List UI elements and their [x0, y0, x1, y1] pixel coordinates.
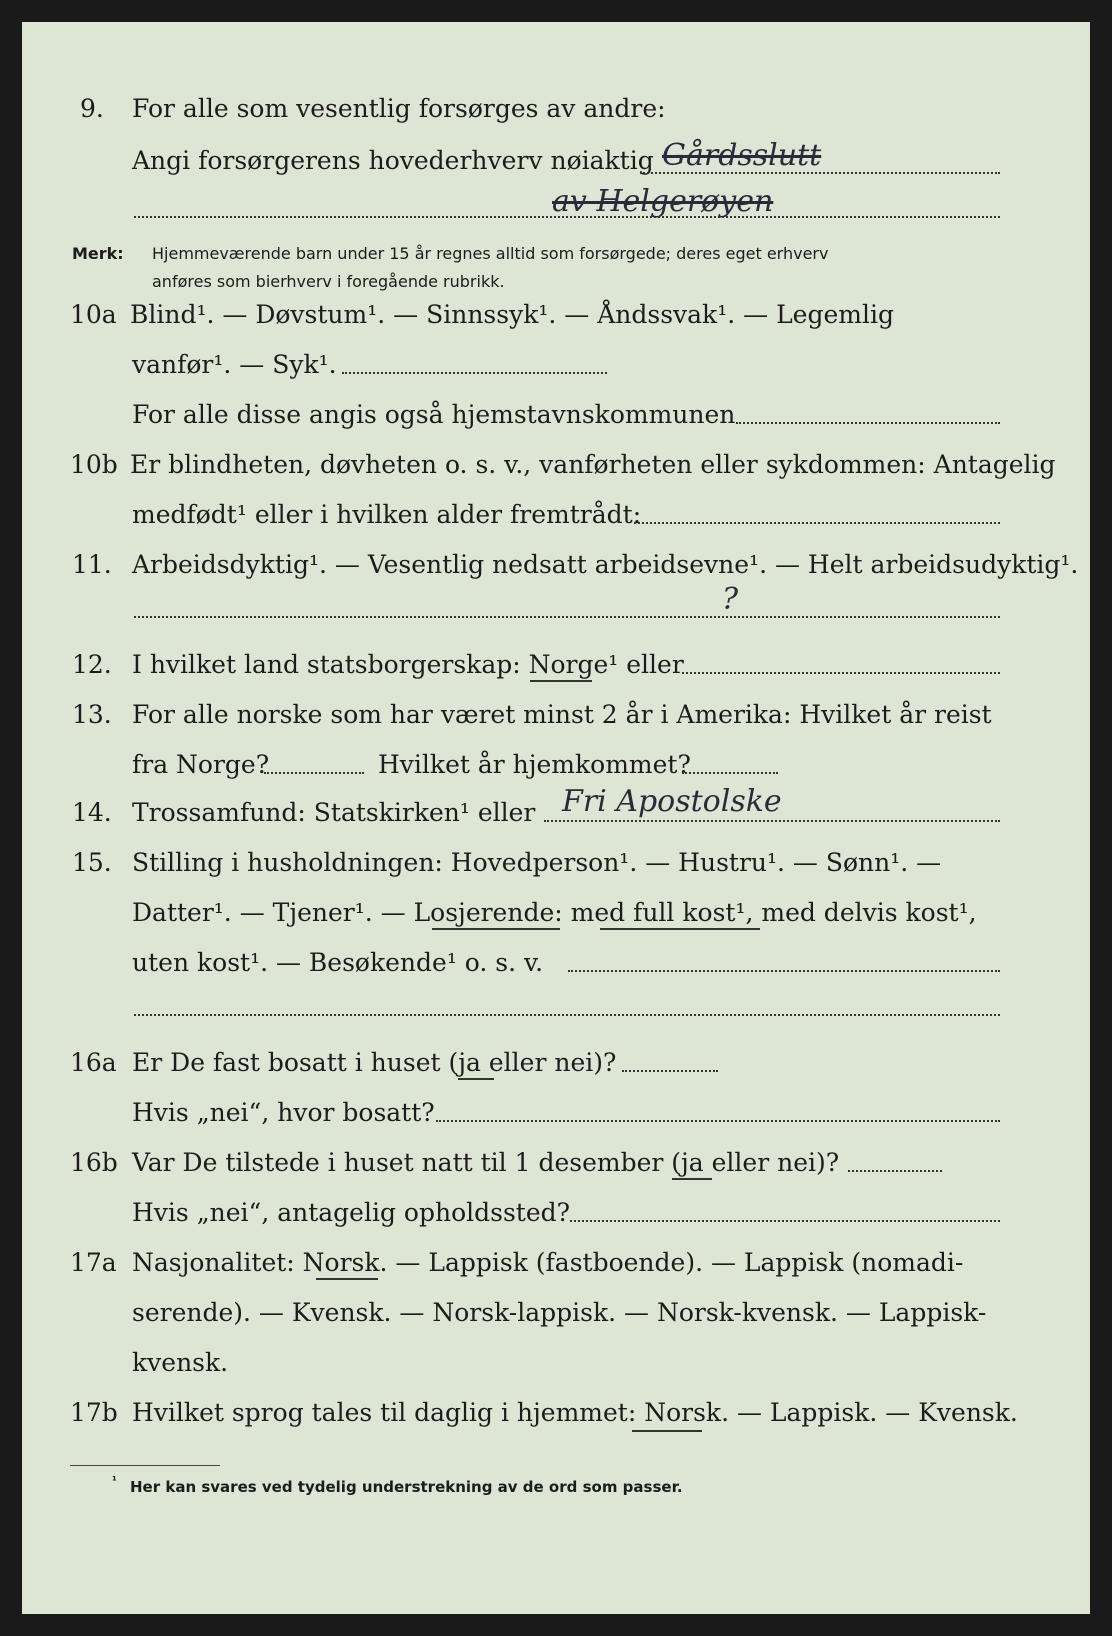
question-text: fra Norge?: [132, 750, 270, 779]
question-text: uten kost¹. — Besøkende¹ o. s. v.: [132, 948, 544, 977]
question-number: 16b: [70, 1148, 118, 1177]
question-text: Arbeidsdyktig¹. — Vesentlig nedsatt arbeidsevne¹. — Helt arbeidsudyktig¹.: [132, 550, 1079, 579]
question-text: For alle disse angis også hjemstavnskommunen: [132, 400, 736, 429]
underline-mark: [672, 1178, 712, 1180]
note-text: anføres som bierhverv i foregående rubrikk.: [152, 272, 505, 291]
handwritten-answer: av Helgerøyen: [552, 184, 774, 219]
question-number: 15.: [72, 848, 112, 877]
question-text: Trossamfund: Statskirken¹ eller: [132, 798, 536, 827]
underline-mark: [632, 1430, 702, 1432]
answer-line[interactable]: [848, 1170, 942, 1172]
handwritten-answer: Gårdsslutt: [662, 138, 822, 173]
question-number: 17b: [70, 1398, 118, 1427]
answer-line[interactable]: [544, 820, 1000, 822]
answer-line[interactable]: [264, 772, 364, 774]
question-text: kvensk.: [132, 1348, 229, 1377]
handwritten-answer: Fri Apostolske: [562, 784, 782, 819]
underline-mark: [530, 680, 592, 682]
note-label: Merk:: [72, 244, 124, 263]
answer-line[interactable]: [682, 772, 778, 774]
question-text: serende). — Kvensk. — Norsk-lappisk. — Norsk-kvensk. — Lappisk-: [132, 1298, 987, 1327]
footnote-text: Her kan svares ved tydelig understrekning av de ord som passer.: [130, 1478, 683, 1496]
question-text: medfødt¹ eller i hvilken alder fremtrådt:: [132, 500, 642, 529]
question-text: Hvilket sprog tales til daglig i hjemmet: Norsk. — Lappisk. — Kvensk.: [132, 1398, 1018, 1427]
question-text: vanfør¹. — Syk¹.: [132, 350, 337, 379]
underline-mark: [316, 1278, 378, 1280]
question-text: For alle norske som har været minst 2 år i Amerika: Hvilket år reist: [132, 700, 992, 729]
census-form-page: [22, 22, 1090, 1614]
answer-line[interactable]: [436, 1120, 1000, 1122]
answer-line[interactable]: [342, 372, 607, 374]
footnote-rule: [70, 1465, 220, 1466]
question-number: 13.: [72, 700, 112, 729]
answer-line[interactable]: [682, 672, 1000, 674]
underline-mark: [458, 1078, 494, 1080]
answer-line[interactable]: [570, 1220, 1000, 1222]
question-number: 17a: [70, 1248, 117, 1277]
answer-line[interactable]: [568, 970, 1000, 972]
question-text: Er De fast bosatt i huset (ja eller nei)?: [132, 1048, 617, 1077]
question-text: Var De tilstede i huset natt til 1 desember (ja eller nei)?: [132, 1148, 840, 1177]
answer-line[interactable]: [634, 522, 1000, 524]
question-text: Blind¹. — Døvstum¹. — Sinnssyk¹. — Åndssvak¹. — Legemlig: [130, 300, 894, 329]
question-number: 12.: [72, 650, 112, 679]
underline-mark: [600, 928, 760, 930]
question-text: Stilling i husholdningen: Hovedperson¹. — Hustru¹. — Sønn¹. —: [132, 848, 942, 877]
handwritten-answer: ?: [722, 582, 739, 617]
question-number: 10a: [70, 300, 117, 329]
question-number: 9.: [80, 94, 104, 123]
question-text: Datter¹. — Tjener¹. — Losjerende: med full kost¹, med delvis kost¹,: [132, 898, 977, 927]
answer-line[interactable]: [622, 1070, 718, 1072]
question-text: For alle som vesentlig forsørges av andre:: [132, 94, 666, 123]
question-text: Hvis „nei“, hvor bosatt?: [132, 1098, 435, 1127]
question-number: 14.: [72, 798, 112, 827]
question-text: Nasjonalitet: Norsk. — Lappisk (fastboende). — Lappisk (nomadi-: [132, 1248, 964, 1277]
note-text: Hjemmeværende barn under 15 år regnes alltid som forsørgede; deres eget erhverv: [152, 244, 829, 263]
answer-line[interactable]: [134, 1014, 1000, 1016]
answer-line[interactable]: [134, 616, 1000, 618]
question-number: 11.: [72, 550, 112, 579]
question-number: 16a: [70, 1048, 117, 1077]
question-text: Er blindheten, døvheten o. s. v., vanførheten eller sykdommen: Antagelig: [130, 450, 1056, 479]
underline-mark: [432, 928, 560, 930]
question-text: Angi forsørgerens hovederhverv nøiaktig: [132, 146, 654, 175]
question-text: Hvis „nei“, antagelig opholdssted?: [132, 1198, 571, 1227]
question-text: I hvilket land statsborgerskap: Norge¹ eller: [132, 650, 684, 679]
question-number: 10b: [70, 450, 118, 479]
footnote-mark: ¹: [112, 1474, 117, 1487]
answer-line[interactable]: [736, 422, 1000, 424]
question-text: Hvilket år hjemkommet?: [378, 750, 691, 779]
